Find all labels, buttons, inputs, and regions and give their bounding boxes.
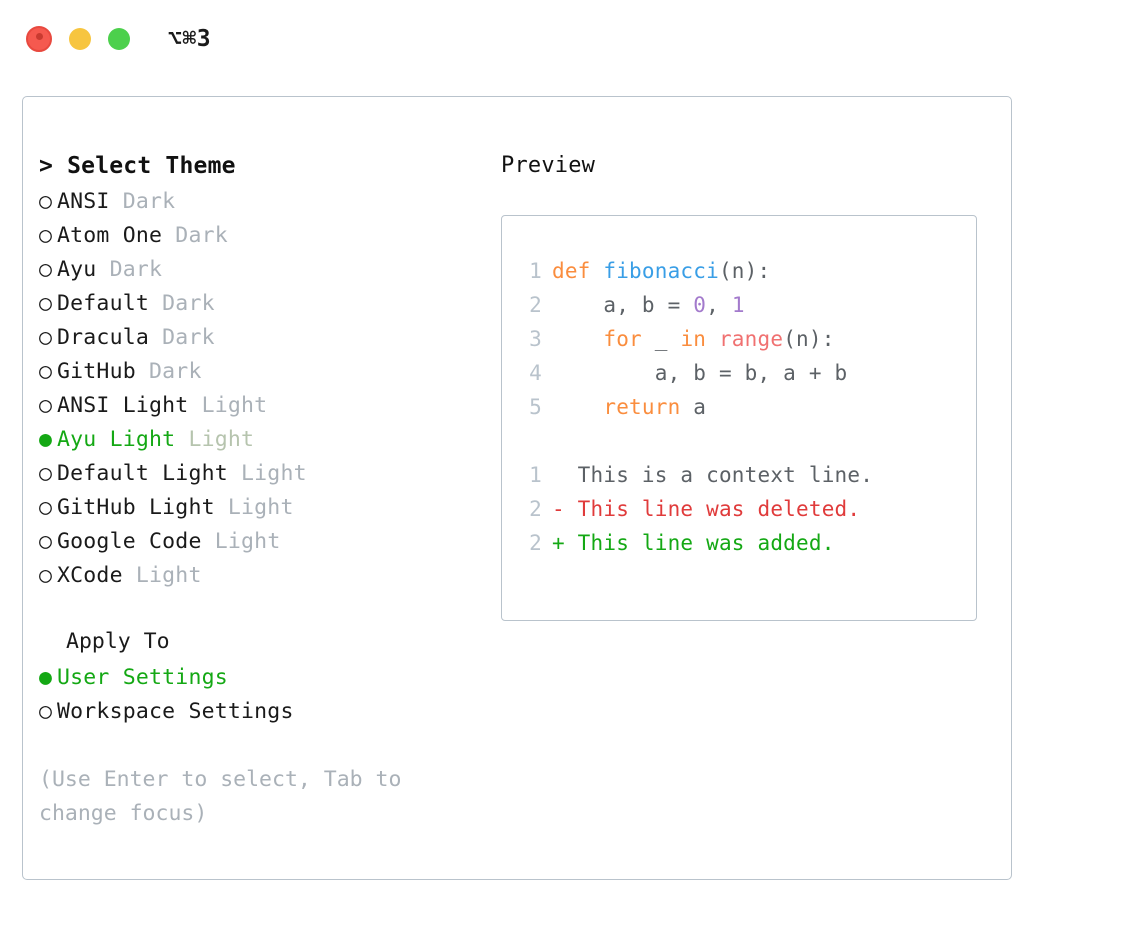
- diff-sign: +: [552, 531, 565, 555]
- code-token: def: [552, 259, 604, 283]
- code-diff-spacer: [520, 424, 976, 458]
- preview-column: [501, 149, 991, 621]
- main-panel: [22, 96, 1012, 880]
- theme-option[interactable]: [39, 559, 479, 593]
- theme-option-label: Ayu: [57, 257, 97, 282]
- apply-to-list: [39, 661, 479, 729]
- line-number: 1: [529, 463, 542, 487]
- title-bar: [0, 0, 1140, 78]
- radio-icon: ○: [39, 359, 53, 384]
- theme-option-label: GitHub: [57, 359, 136, 384]
- radio-icon: ○: [39, 699, 53, 724]
- theme-option-label: ANSI: [57, 189, 110, 214]
- theme-option-variant: Dark: [149, 325, 215, 350]
- code-sample: [520, 254, 976, 424]
- theme-option-label: Atom One: [57, 223, 163, 248]
- minimize-button[interactable]: [69, 28, 91, 50]
- theme-option-variant: Light: [122, 563, 202, 588]
- apply-to-option[interactable]: [39, 695, 479, 729]
- radio-icon: ○: [39, 461, 53, 486]
- diff-sign: -: [552, 497, 565, 521]
- theme-option-label: Default Light: [57, 461, 228, 486]
- radio-icon: ○: [39, 529, 53, 554]
- theme-option-variant: Dark: [96, 257, 163, 282]
- line-number: 4: [529, 361, 542, 385]
- code-line: [520, 322, 976, 356]
- preview-title: Preview: [501, 153, 596, 178]
- code-token: _: [641, 327, 681, 351]
- theme-option-variant: Dark: [162, 223, 228, 248]
- radio-icon: ○: [39, 257, 53, 282]
- theme-option-variant: Light: [227, 461, 307, 486]
- line-number: 2: [529, 497, 542, 521]
- diff-line: [520, 526, 976, 560]
- code-token: [552, 395, 603, 419]
- radio-icon: ○: [39, 393, 53, 418]
- theme-option[interactable]: [39, 389, 479, 423]
- line-number: 3: [529, 327, 542, 351]
- select-theme-heading: > Select Theme: [39, 153, 236, 179]
- diff-text: This is a context line.: [564, 463, 874, 487]
- theme-option-label: Ayu Light: [57, 427, 176, 452]
- code-token: a: [680, 395, 707, 419]
- theme-option[interactable]: [39, 185, 479, 219]
- theme-option-variant: Dark: [135, 359, 202, 384]
- theme-option[interactable]: [39, 355, 479, 389]
- theme-option-variant: Light: [214, 495, 294, 520]
- theme-option[interactable]: [39, 287, 479, 321]
- radio-icon: ○: [39, 223, 53, 248]
- line-number: 1: [529, 259, 542, 283]
- diff-sign: [552, 463, 565, 487]
- diff-text: This line was added.: [564, 531, 835, 555]
- theme-option-label: GitHub Light: [57, 495, 215, 520]
- radio-icon: ○: [39, 325, 53, 350]
- radio-icon: ○: [39, 291, 53, 316]
- code-token: (n):: [718, 259, 771, 283]
- theme-selector-column: [39, 149, 479, 831]
- code-token: [552, 327, 603, 351]
- zoom-button[interactable]: [108, 28, 130, 50]
- code-line: [520, 288, 976, 322]
- theme-option-variant: Light: [188, 393, 268, 418]
- theme-option[interactable]: [39, 525, 479, 559]
- code-token: [706, 327, 719, 351]
- code-token: in: [680, 327, 707, 351]
- theme-option-variant: Light: [201, 529, 281, 554]
- code-token: a, b =: [552, 293, 694, 317]
- diff-line: [520, 492, 976, 526]
- apply-to-label: Apply To: [66, 629, 170, 654]
- theme-option-label: XCode: [57, 563, 123, 588]
- code-line: [520, 390, 976, 424]
- code-token: ,: [706, 293, 732, 317]
- radio-icon: ○: [39, 189, 53, 214]
- apply-to-option-label: User Settings: [57, 665, 228, 690]
- theme-option-variant: Light: [175, 427, 255, 452]
- apply-to-option-label: Workspace Settings: [57, 699, 294, 724]
- diff-text: This line was deleted.: [564, 497, 861, 521]
- line-number: 2: [529, 531, 542, 555]
- code-token: 0: [693, 293, 707, 317]
- theme-option[interactable]: [39, 219, 479, 253]
- theme-option-variant: Dark: [109, 189, 176, 214]
- theme-option-label: Google Code: [57, 529, 202, 554]
- code-line: [520, 356, 976, 390]
- code-token: a, b = b, a + b: [552, 361, 848, 385]
- preview-box: [501, 215, 977, 621]
- radio-selected-icon: ●: [39, 427, 53, 452]
- diff-sample: [520, 458, 976, 560]
- theme-option[interactable]: [39, 321, 479, 355]
- theme-option-label: ANSI Light: [57, 393, 189, 418]
- diff-line: [520, 458, 976, 492]
- theme-option[interactable]: [39, 253, 479, 287]
- panel-content: [23, 97, 1011, 879]
- window-title: ⌥⌘3: [168, 26, 212, 52]
- theme-option-label: Default: [57, 291, 150, 316]
- close-button[interactable]: [26, 26, 52, 52]
- code-token: return: [603, 395, 681, 419]
- code-token: for: [603, 327, 642, 351]
- theme-option-label: Dracula: [57, 325, 150, 350]
- theme-list: [39, 185, 479, 593]
- apply-to-option[interactable]: [39, 661, 479, 695]
- line-number: 5: [529, 395, 542, 419]
- theme-option[interactable]: [39, 491, 479, 525]
- keyboard-hint: (Use Enter to select, Tab to change focus): [39, 767, 415, 826]
- theme-option[interactable]: [39, 457, 479, 491]
- radio-icon: ○: [39, 563, 53, 588]
- radio-icon: ○: [39, 495, 53, 520]
- code-token: (n):: [783, 327, 835, 351]
- line-number: 2: [529, 293, 542, 317]
- code-token: fibonacci: [603, 259, 719, 283]
- code-token: 1: [731, 293, 745, 317]
- theme-option[interactable]: [39, 423, 479, 457]
- radio-selected-icon: ●: [39, 665, 53, 690]
- code-token: range: [718, 327, 784, 351]
- code-line: [520, 254, 976, 288]
- theme-option-variant: Dark: [149, 291, 215, 316]
